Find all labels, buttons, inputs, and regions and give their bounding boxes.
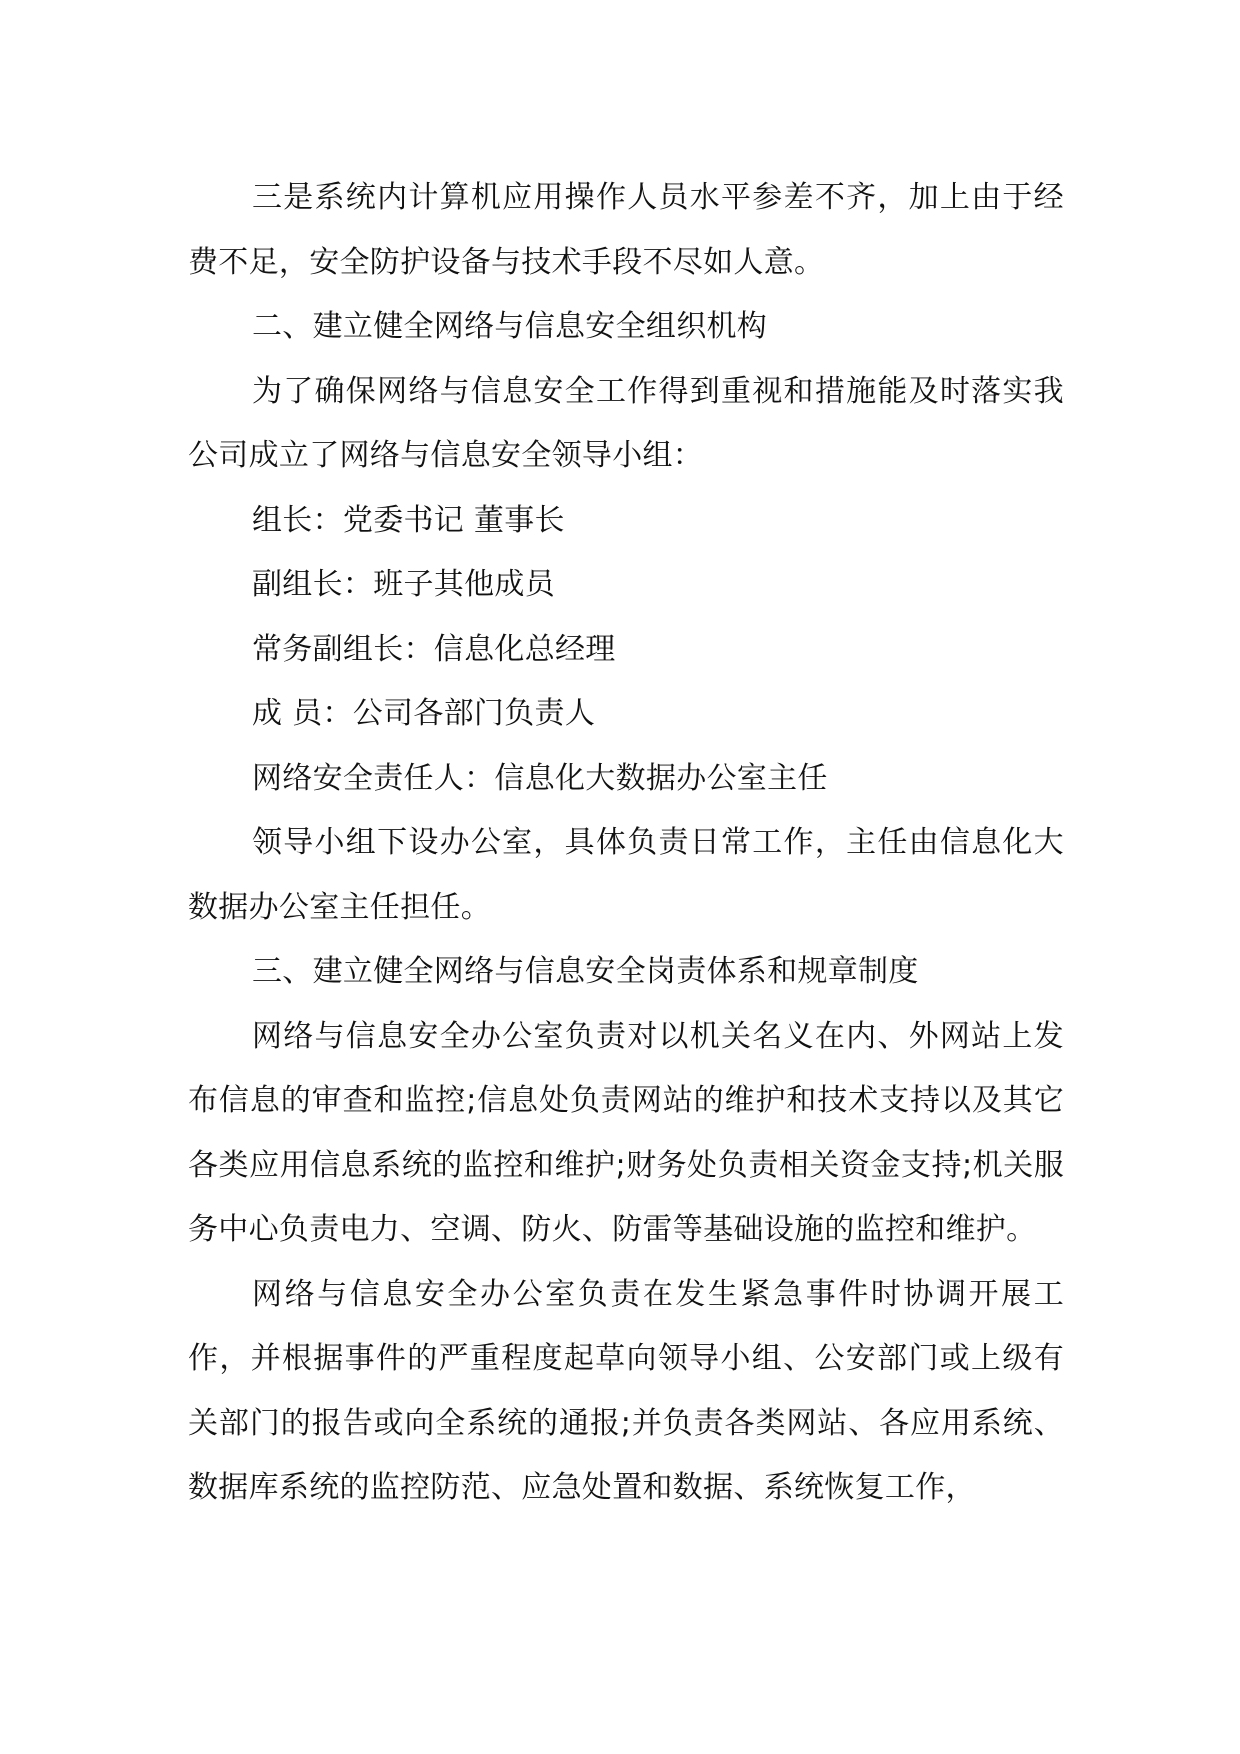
member-line-deputy-leader: 副组长：班子其他成员 bbox=[252, 567, 555, 602]
paragraph-responsibilities: 网络与信息安全办公室负责对以机关名义在内、外网站上发布信息的审查和监控;信息处负责网站的维护和技术支持以及其它各类应用信息系统的监控和维护;财务处负责相关资金支持;机关服务中心负责电力、空调、防火、防雷等基础设施的监控和维护。 bbox=[188, 1018, 1064, 1247]
paragraph-problem-three: 三是系统内计算机应用操作人员水平参差不齐，加上由于经费不足，安全防护设备与技术手段不尽如人意。 bbox=[188, 180, 1064, 280]
paragraph-office-setup: 领导小组下设办公室，具体负责日常工作，主任由信息化大数据办公室主任担任。 bbox=[188, 825, 1064, 925]
section-heading-three: 三、建立健全网络与信息安全岗责体系和规章制度 bbox=[252, 954, 919, 989]
document-body bbox=[188, 166, 1064, 1521]
paragraph-emergency-duties: 网络与信息安全办公室负责在发生紧急事件时协调开展工作，并根据事件的严重程度起草向领导小组、公安部门或上级有关部门的报告或向全系统的通报;并负责各类网站、各应用系统、数据库系统的监控防范、应急处置和数据、系统恢复工作， bbox=[188, 1276, 1064, 1505]
section-heading-two: 二、建立健全网络与信息安全组织机构 bbox=[252, 309, 768, 344]
member-line-executive-deputy: 常务副组长：信息化总经理 bbox=[252, 631, 616, 667]
paragraph-leadership-group-intro: 为了确保网络与信息安全工作得到重视和措施能及时落实我公司成立了网络与信息安全领导小组： bbox=[188, 373, 1064, 473]
member-line-security-officer: 网络安全责任人：信息化大数据办公室主任 bbox=[252, 760, 828, 796]
member-line-leader: 组长：党委书记 董事长 bbox=[252, 502, 565, 538]
member-line-members: 成 员：公司各部门负责人 bbox=[252, 696, 596, 731]
